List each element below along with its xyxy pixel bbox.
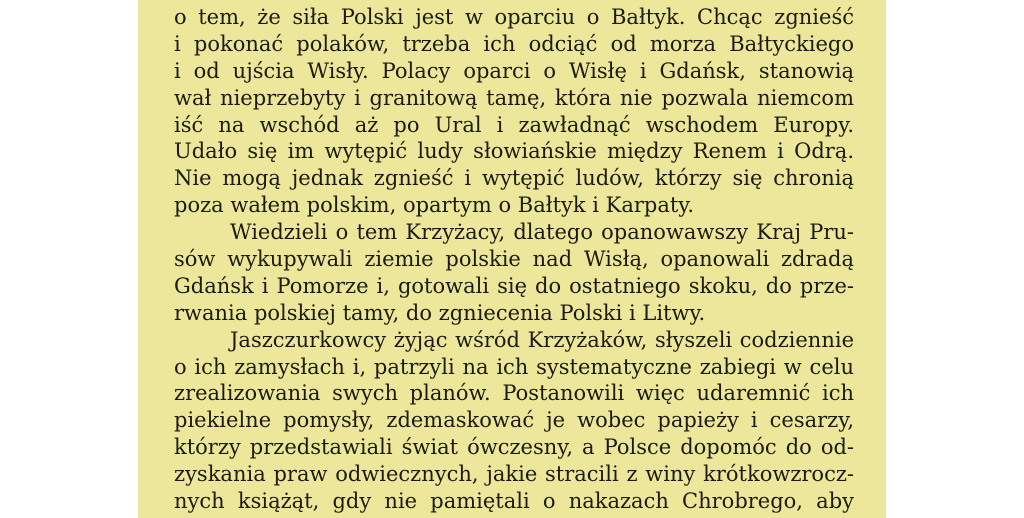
text-line: i pokonać polaków, trzeba ich odciąć od morza Bałtyckiego <box>174 31 854 56</box>
text-line: Gdańsk i Pomorze i, gotowali się do ostatniego skoku, do prze- <box>174 273 854 298</box>
text-line: wał nieprzebyty i granitową tamę, która nie pozwala niemcom <box>174 85 854 110</box>
paragraph-3 <box>174 327 854 515</box>
text-line: poza wałem polskim, opartym o Bałtyk i Karpaty. <box>174 193 695 218</box>
text-line: sów wykupywali ziemie polskie nad Wisłą, opanowali zdradą <box>174 247 854 272</box>
page-text <box>174 4 854 515</box>
text-line: zyskania praw odwiecznych, jakie stracili z winy krótkowzrocz- <box>174 462 854 487</box>
text-line: i od ujścia Wisły. Polacy oparci o Wisłę i Gdańsk, stanowią <box>174 58 854 83</box>
text-line: iść na wschód aż po Ural i zawładnąć wschodem Europy. <box>174 112 854 137</box>
text-line: o ich zamysłach i, patrzyli na ich systematyczne zabiegi w celu <box>174 354 854 379</box>
text-line: nych książąt, gdy nie pamiętali o nakazach Chrobrego, aby <box>174 489 854 514</box>
text-line: rwania polskiej tamy, do zgniecenia Polski i Litwy. <box>174 300 706 325</box>
text-line: Udało się im wytępić ludy słowiańskie między Renem i Odrą. <box>174 139 854 164</box>
text-line: Jaszczurkowcy żyjąc wśród Krzyżaków, słyszeli codziennie <box>230 327 854 352</box>
text-line: Wiedzieli o tem Krzyżacy, dlatego opanowawszy Kraj Pru- <box>230 220 854 245</box>
text-line: zrealizowania swych planów. Postanowili więc udaremnić ich <box>174 381 854 406</box>
text-line: którzy przedstawiali świat ówczesny, a Polsce dopomóc do od- <box>174 435 854 460</box>
text-line: Nie mogą jednak zgnieść i wytępić ludów, którzy się chronią <box>174 166 854 191</box>
paragraph-1 <box>174 4 854 219</box>
text-line: o tem, że siła Polski jest w oparciu o Bałtyk. Chcąc zgnieść <box>174 5 854 29</box>
text-line: piekielne pomysły, zdemaskować je wobec papieży i cesarzy, <box>174 408 854 433</box>
scanned-page <box>138 0 886 518</box>
paragraph-2 <box>174 219 854 327</box>
